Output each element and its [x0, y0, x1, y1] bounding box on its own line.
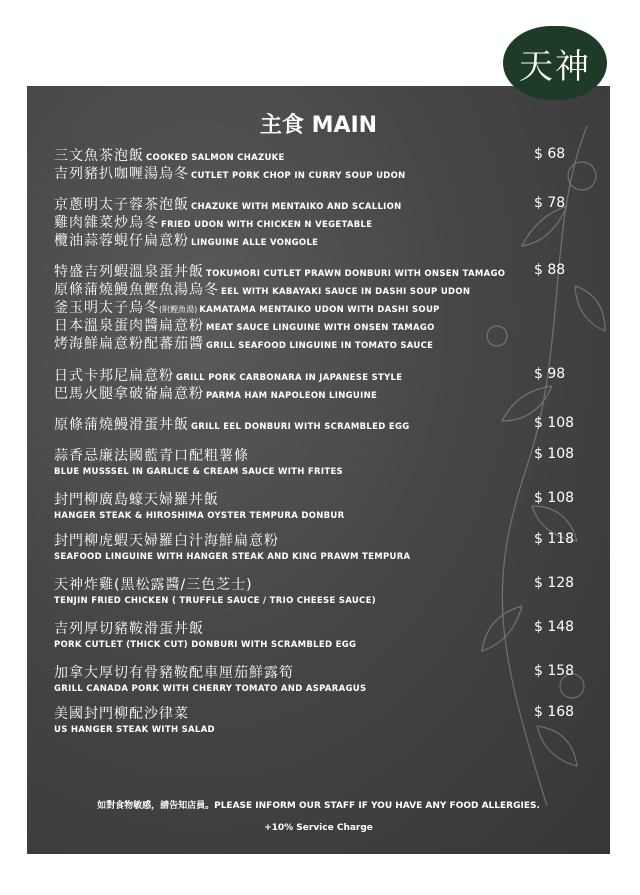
price: $ 118: [534, 531, 575, 547]
menu-line: [54, 147, 285, 167]
dish-name-en: GRILL SEAFOOD LINGUINE IN TOMATO SAUCE: [206, 341, 434, 351]
dish-name-en: GRILL CANADA PORK WITH CHERRY TOMATO AND ASPARAGUS: [54, 684, 367, 694]
menu-list: [27, 86, 610, 854]
dish-name-en: TENJIN FRIED CHICKEN ( TRUFFLE SAUCE / TRIO CHEESE SAUCE): [54, 596, 376, 606]
menu-board: [27, 86, 610, 854]
menu-line: [54, 416, 410, 436]
dish-name-zh: 吉列厚切豬鞍滑蛋丼飯: [54, 621, 204, 637]
price: $ 108: [534, 490, 575, 506]
dish-name-en: LINGUINE ALLE VONGOLE: [191, 238, 319, 248]
dish-name-en: SEAFOOD LINGUINE WITH HANGER STEAK AND KING PRAWM TEMPURA: [54, 552, 411, 562]
dish-name-zh: 雞肉雜菜炒烏冬: [54, 215, 159, 231]
menu-line: [54, 367, 402, 387]
dish-name-zh: 吉列豬扒咖喱湯烏冬: [54, 166, 189, 182]
dish-name-zh: 烤海鮮扁意粉配蕃茄醬: [54, 336, 204, 352]
dish-name-zh: 巴馬火腿拿破崙扁意粉: [54, 386, 204, 402]
menu-line: [54, 317, 435, 337]
dish-name-en: PARMA HAM NAPOLEON LINGUINE: [206, 391, 378, 401]
page-title: 主食 MAIN: [259, 113, 378, 138]
menu-line: [54, 299, 440, 319]
dish-name-zh: 釜玉明太子烏冬: [54, 300, 159, 316]
dish-name-zh: 京蔥明太子蓉茶泡飯: [54, 197, 189, 213]
dish-name-zh: 原條蒲燒鰻魚鰹魚湯烏冬: [54, 282, 219, 298]
dish-name-zh: 三文魚茶泡飯: [54, 148, 144, 164]
menu-line: [54, 281, 470, 301]
menu-line: [54, 196, 402, 216]
menu-line: [54, 385, 377, 405]
price: $ 88: [534, 262, 566, 278]
dish-name-zh: 日式卡邦尼扁意粉: [54, 368, 174, 384]
dish-name-en: CUTLET PORK CHOP IN CURRY SOUP UDON: [191, 171, 406, 181]
price: $ 98: [534, 366, 566, 382]
dish-name-en: TOKUMORI CUTLET PRAWN DONBURI WITH ONSEN TAMAGO: [206, 269, 506, 279]
dish-name-zh: 特盛吉列蝦溫泉蛋丼飯: [54, 264, 204, 280]
price: $ 78: [534, 195, 566, 211]
dish-name-zh: 美國封門柳配沙律菜: [54, 706, 189, 722]
menu-line: [54, 165, 406, 185]
menu-line: [54, 335, 433, 355]
dish-name-zh: 天神炸雞(黑松露醬/三色芝士): [54, 577, 253, 593]
price: $ 68: [534, 146, 566, 162]
dish-name-en: GRILL EEL DONBURI WITH SCRAMBLED EGG: [191, 422, 410, 432]
menu-line: [54, 263, 505, 283]
dish-name-en: FRIED UDON WITH CHICKEN N VEGETABLE: [161, 220, 373, 230]
dish-name-en: EEL WITH KABAYAKI SAUCE IN DASHI SOUP UDON: [221, 287, 471, 297]
dish-name-en: KAMATAMA MENTAIKO UDON WITH DASHI SOUP: [199, 305, 440, 315]
price: $ 108: [534, 446, 575, 462]
dish-name-zh: 日本溫泉蛋肉醬扁意粉: [54, 318, 204, 334]
dish-name-en: CHAZUKE WITH MENTAIKO AND SCALLION: [191, 202, 402, 212]
allergy-notice: 如對食物敏感，請告知店員。PLEASE INFORM OUR STAFF IF YOU HAVE ANY FOOD ALLERGIES.: [97, 801, 540, 811]
price: $ 158: [534, 663, 575, 679]
dish-name-zh: 封門柳虎蝦天婦羅白汁海鮮扁意粉: [54, 533, 279, 549]
dish-name-zh: 封門柳廣島蠔天婦羅丼飯: [54, 492, 219, 508]
dish-name-en: MEAT SAUCE LINGUINE WITH ONSEN TAMAGO: [206, 323, 435, 333]
dish-name-en: PORK CUTLET (THICK CUT) DONBURI WITH SCRAMBLED EGG: [54, 640, 357, 650]
tenjin-logo: 天神: [503, 26, 607, 100]
dish-name-zh: 原條蒲燒鰻滑蛋丼飯: [54, 417, 189, 433]
dish-name-en: HANGER STEAK & HIROSHIMA OYSTER TEMPURA DONBUR: [54, 511, 345, 521]
dish-name-en: GRILL PORK CARBONARA IN JAPANESE STYLE: [176, 373, 403, 383]
price: $ 108: [534, 415, 575, 431]
service-charge: +10% Service Charge: [264, 823, 373, 833]
price: $ 168: [534, 704, 575, 720]
dish-name-zh: 欖油蒜蓉蜆仔扁意粉: [54, 233, 189, 249]
dish-name-zh: 蒜香忌廉法國藍青口配粗薯條: [54, 448, 249, 464]
menu-line: [54, 214, 372, 234]
dish-note: (附鰹魚湯): [159, 305, 198, 314]
price: $ 128: [534, 575, 575, 591]
menu-line: [54, 232, 318, 252]
dish-name-en: US HANGER STEAK WITH SALAD: [54, 725, 215, 735]
price: $ 148: [534, 619, 575, 635]
dish-name-en: COOKED SALMON CHAZUKE: [146, 153, 285, 163]
dish-name-en: BLUE MUSSSEL IN GARLICE & CREAM SAUCE WITH FRITES: [54, 467, 343, 477]
dish-name-zh: 加拿大厚切有骨豬鞍配車厘茄鮮露筍: [54, 665, 294, 681]
